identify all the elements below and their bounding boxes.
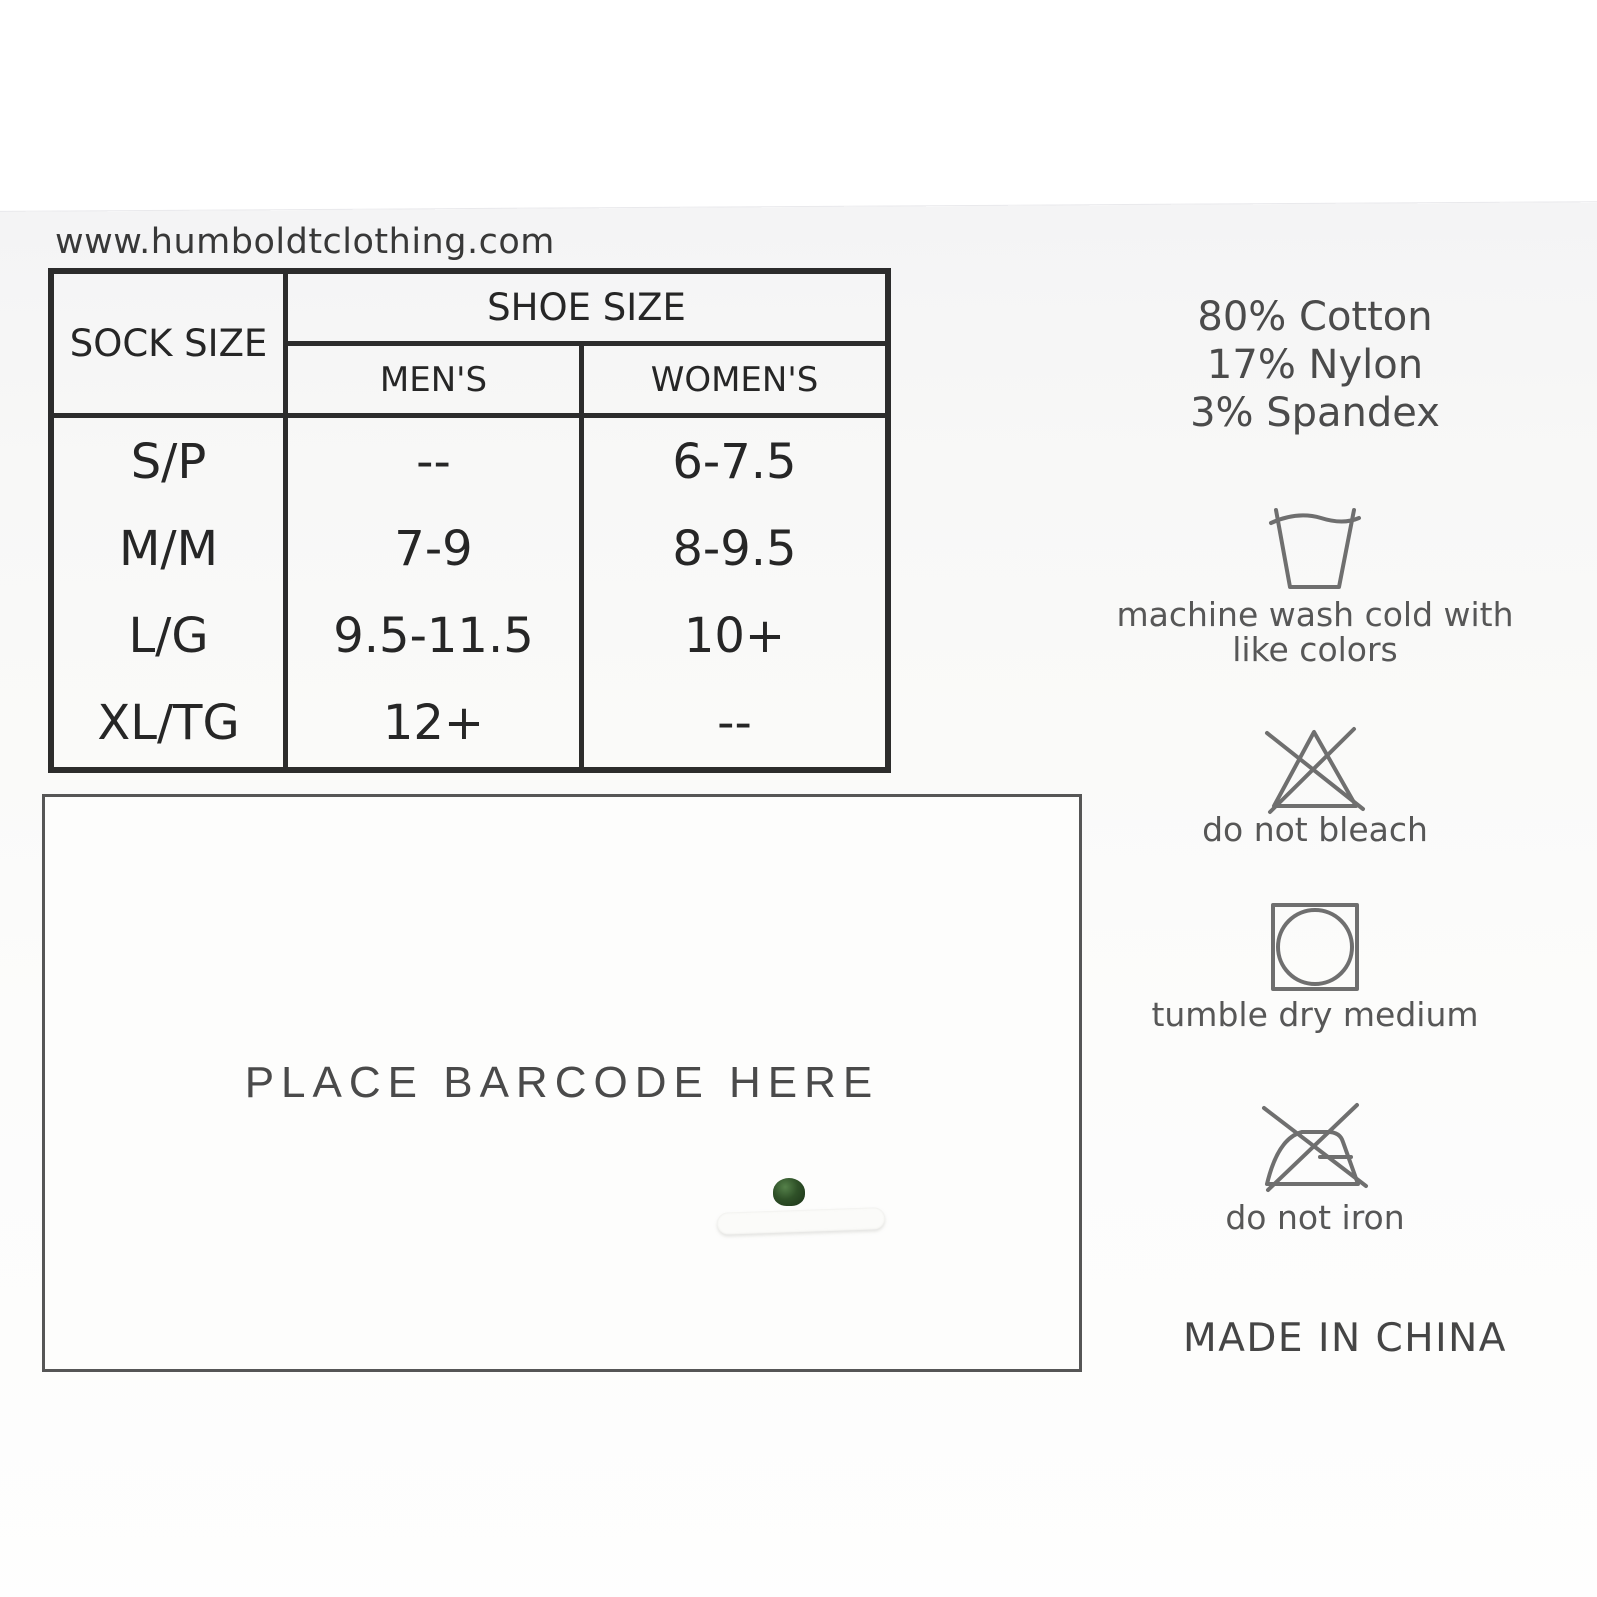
mens-column-header: MEN'S xyxy=(288,346,584,418)
table-cell-sock-sp: S/P xyxy=(54,418,288,505)
do-not-iron-icon xyxy=(1085,1100,1545,1198)
care-info-column xyxy=(1085,0,1545,1597)
table-cell-sock-xltg: XL/TG xyxy=(54,680,288,767)
composition-spandex: 3% Spandex xyxy=(1190,390,1440,436)
green-pin-artifact xyxy=(773,1178,805,1206)
table-cell-mens-lg: 9.5-11.5 xyxy=(288,593,584,680)
fabric-composition xyxy=(1085,293,1545,437)
table-cell-womens-xltg: -- xyxy=(717,695,752,752)
barcode-placeholder-box xyxy=(42,794,1082,1372)
shoe-size-header: SHOE SIZE xyxy=(288,274,885,346)
womens-column-header: WOMEN'S xyxy=(584,346,885,418)
do-not-bleach-label: do not bleach xyxy=(1202,810,1428,849)
size-table xyxy=(48,268,891,773)
table-cell-mens-xltg: 12+ xyxy=(288,680,584,767)
table-cell-mens-sp: -- xyxy=(288,418,584,505)
do-not-iron-label: do not iron xyxy=(1225,1198,1405,1237)
table-cell-sock-mm: M/M xyxy=(54,505,288,592)
table-cell-sock-lg: L/G xyxy=(54,593,288,680)
tumble-dry-label: tumble dry medium xyxy=(1151,995,1479,1034)
table-cell-mens-mm: 7-9 xyxy=(288,505,584,592)
machine-wash-label: machine wash cold with like colors xyxy=(1116,595,1514,669)
do-not-bleach-icon xyxy=(1085,720,1545,816)
table-cell-womens-lg: 10+ xyxy=(683,608,786,665)
plastic-tag-fastener xyxy=(717,1207,886,1235)
tumble-dry-icon xyxy=(1085,898,1545,996)
composition-nylon: 17% Nylon xyxy=(1206,342,1424,388)
machine-wash-icon xyxy=(1085,503,1545,595)
composition-cotton: 80% Cotton xyxy=(1197,294,1433,340)
table-cell-womens-mm: 8-9.5 xyxy=(672,520,797,577)
barcode-placeholder-text: PLACE BARCODE HERE xyxy=(244,1058,880,1107)
website-url: www.humboldtclothing.com xyxy=(55,222,555,262)
sock-size-header: SOCK SIZE xyxy=(54,274,288,418)
country-of-origin: MADE IN CHINA xyxy=(1183,1316,1507,1361)
table-cell-womens-sp: 6-7.5 xyxy=(672,433,797,490)
